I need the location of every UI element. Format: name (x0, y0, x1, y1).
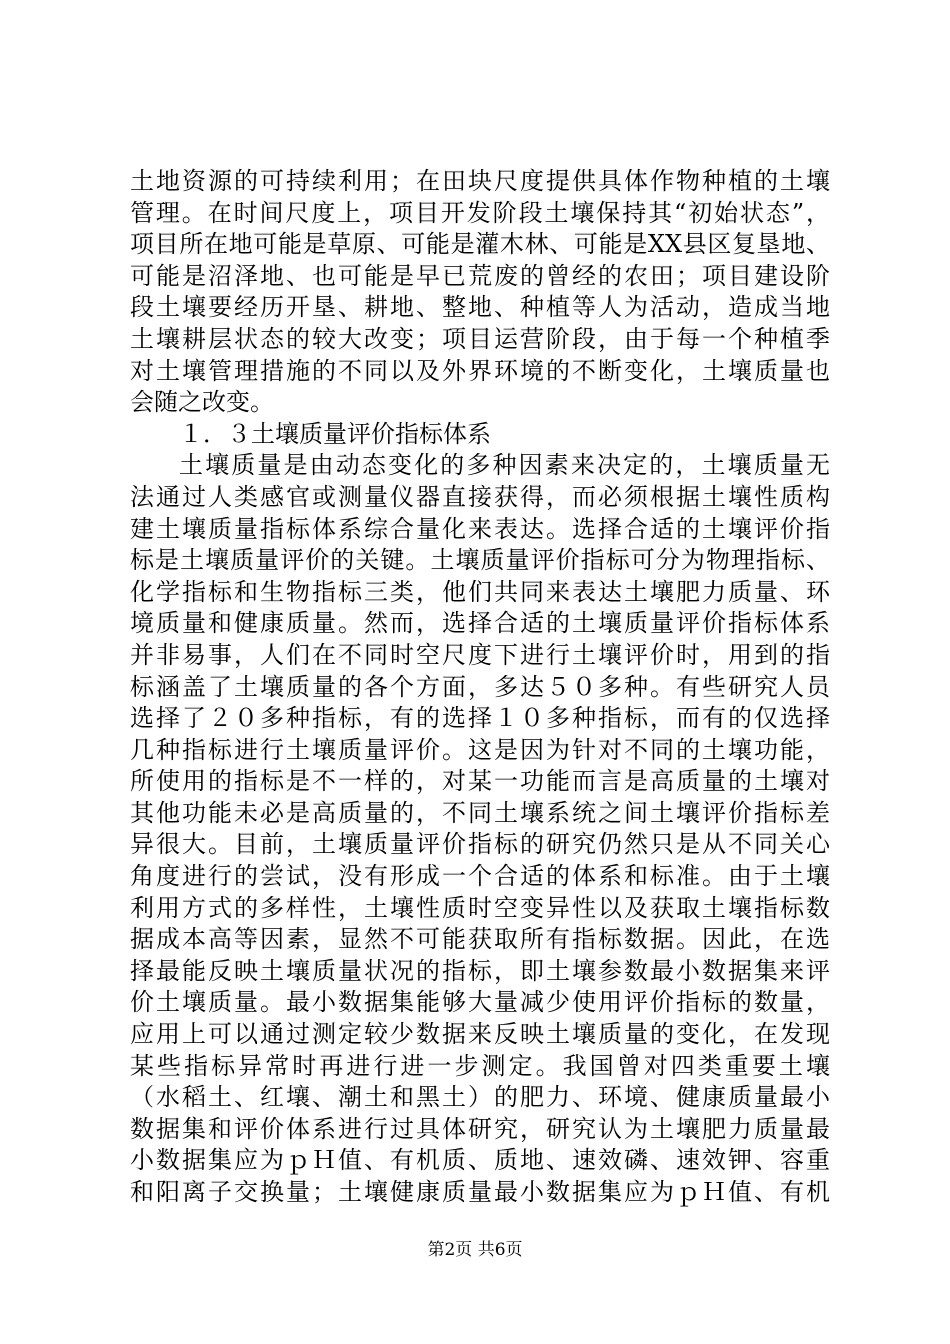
text-line: 几种指标进行土壤质量评价。这是因为针对不同的土壤功能， (130, 735, 830, 764)
text-line: 数据集和评价体系进行过具体研究，研究认为土壤肥力质量最 (130, 1114, 830, 1143)
text-line: 据成本高等因素，显然不可能获取所有指标数据。因此，在选 (130, 925, 830, 954)
body-text (130, 166, 830, 1209)
text-line: 其他功能未必是高质量的，不同土壤系统之间土壤评价指标差 (130, 798, 830, 827)
text-line: 对土壤管理措施的不同以及外界环境的不断变化，土壤质量也 (130, 356, 830, 385)
text-line: 段土壤要经历开垦、耕地、整地、种植等人为活动，造成当地 (130, 293, 830, 322)
text-line: 小数据集应为ｐＨ值、有机质、质地、速效磷、速效钾、容重 (130, 1146, 830, 1175)
text-line: 会随之改变。 (130, 388, 274, 417)
text-line: 土地资源的可持续利用；在田块尺度提供具体作物种植的土壤 (130, 167, 830, 195)
text-line: 利用方式的多样性，土壤性质时空变异性以及获取土壤指标数 (130, 893, 830, 922)
text-line: 角度进行的尝试，没有形成一个合适的体系和标准。由于土壤 (130, 862, 830, 891)
text-line: 标是土壤质量评价的关键。土壤质量评价指标可分为物理指标、 (130, 546, 830, 575)
text-line: 可能是沼泽地、也可能是早已荒废的曾经的农田；项目建设阶 (130, 261, 830, 290)
text-line: 和阳离子交换量；土壤健康质量最小数据集应为ｐＨ值、有机 (130, 1178, 830, 1206)
text-line: １．３土壤质量评价指标体系 (179, 419, 491, 448)
text-line: 建土壤质量指标体系综合量化来表达。选择合适的土壤评价指 (130, 514, 830, 543)
text-line: 异很大。目前，土壤质量评价指标的研究仍然只是从不同关心 (130, 830, 830, 859)
text-line: （水稻土、红壤、潮土和黑土）的肥力、环境、健康质量最小 (130, 1083, 830, 1112)
text-line: 土壤质量是由动态变化的多种因素来决定的，土壤质量无 (179, 451, 830, 480)
text-line: 某些指标异常时再进行进一步测定。我国曾对四类重要土壤 (130, 1051, 830, 1080)
text-line: 法通过人类感官或测量仪器直接获得，而必须根据土壤性质构 (130, 482, 830, 511)
text-line: 选择了２０多种指标，有的选择１０多种指标，而有的仅选择 (130, 704, 830, 733)
text-line: 化学指标和生物指标三类，他们共同来表达土壤肥力质量、环 (130, 577, 830, 606)
text-line: 价土壤质量。最小数据集能够大量减少使用评价指标的数量， (130, 988, 830, 1017)
text-line: 境质量和健康质量。然而，选择合适的土壤质量评价指标体系 (130, 609, 830, 638)
text-line: 并非易事，人们在不同时空尺度下进行土壤评价时，用到的指 (130, 640, 830, 669)
text-line: 土壤耕层状态的较大改变；项目运营阶段，由于每一个种植季 (130, 324, 830, 353)
text-line: 项目所在地可能是草原、可能是灌木林、可能是XX县区复垦地、 (130, 230, 830, 259)
text-line: 标涵盖了土壤质量的各个方面，多达５０多种。有些研究人员 (130, 672, 830, 701)
page-footer: 第2页 共6页 (427, 1240, 523, 1260)
text-line: 管理。在时间尺度上，项目开发阶段土壤保持其“初始状态”， (130, 198, 830, 227)
text-line: 所使用的指标是不一样的，对某一功能而言是高质量的土壤对 (130, 767, 830, 796)
text-line: 应用上可以通过测定较少数据来反映土壤质量的变化，在发现 (130, 1020, 830, 1049)
text-line: 择最能反映土壤质量状况的指标，即土壤参数最小数据集来评 (130, 956, 830, 985)
